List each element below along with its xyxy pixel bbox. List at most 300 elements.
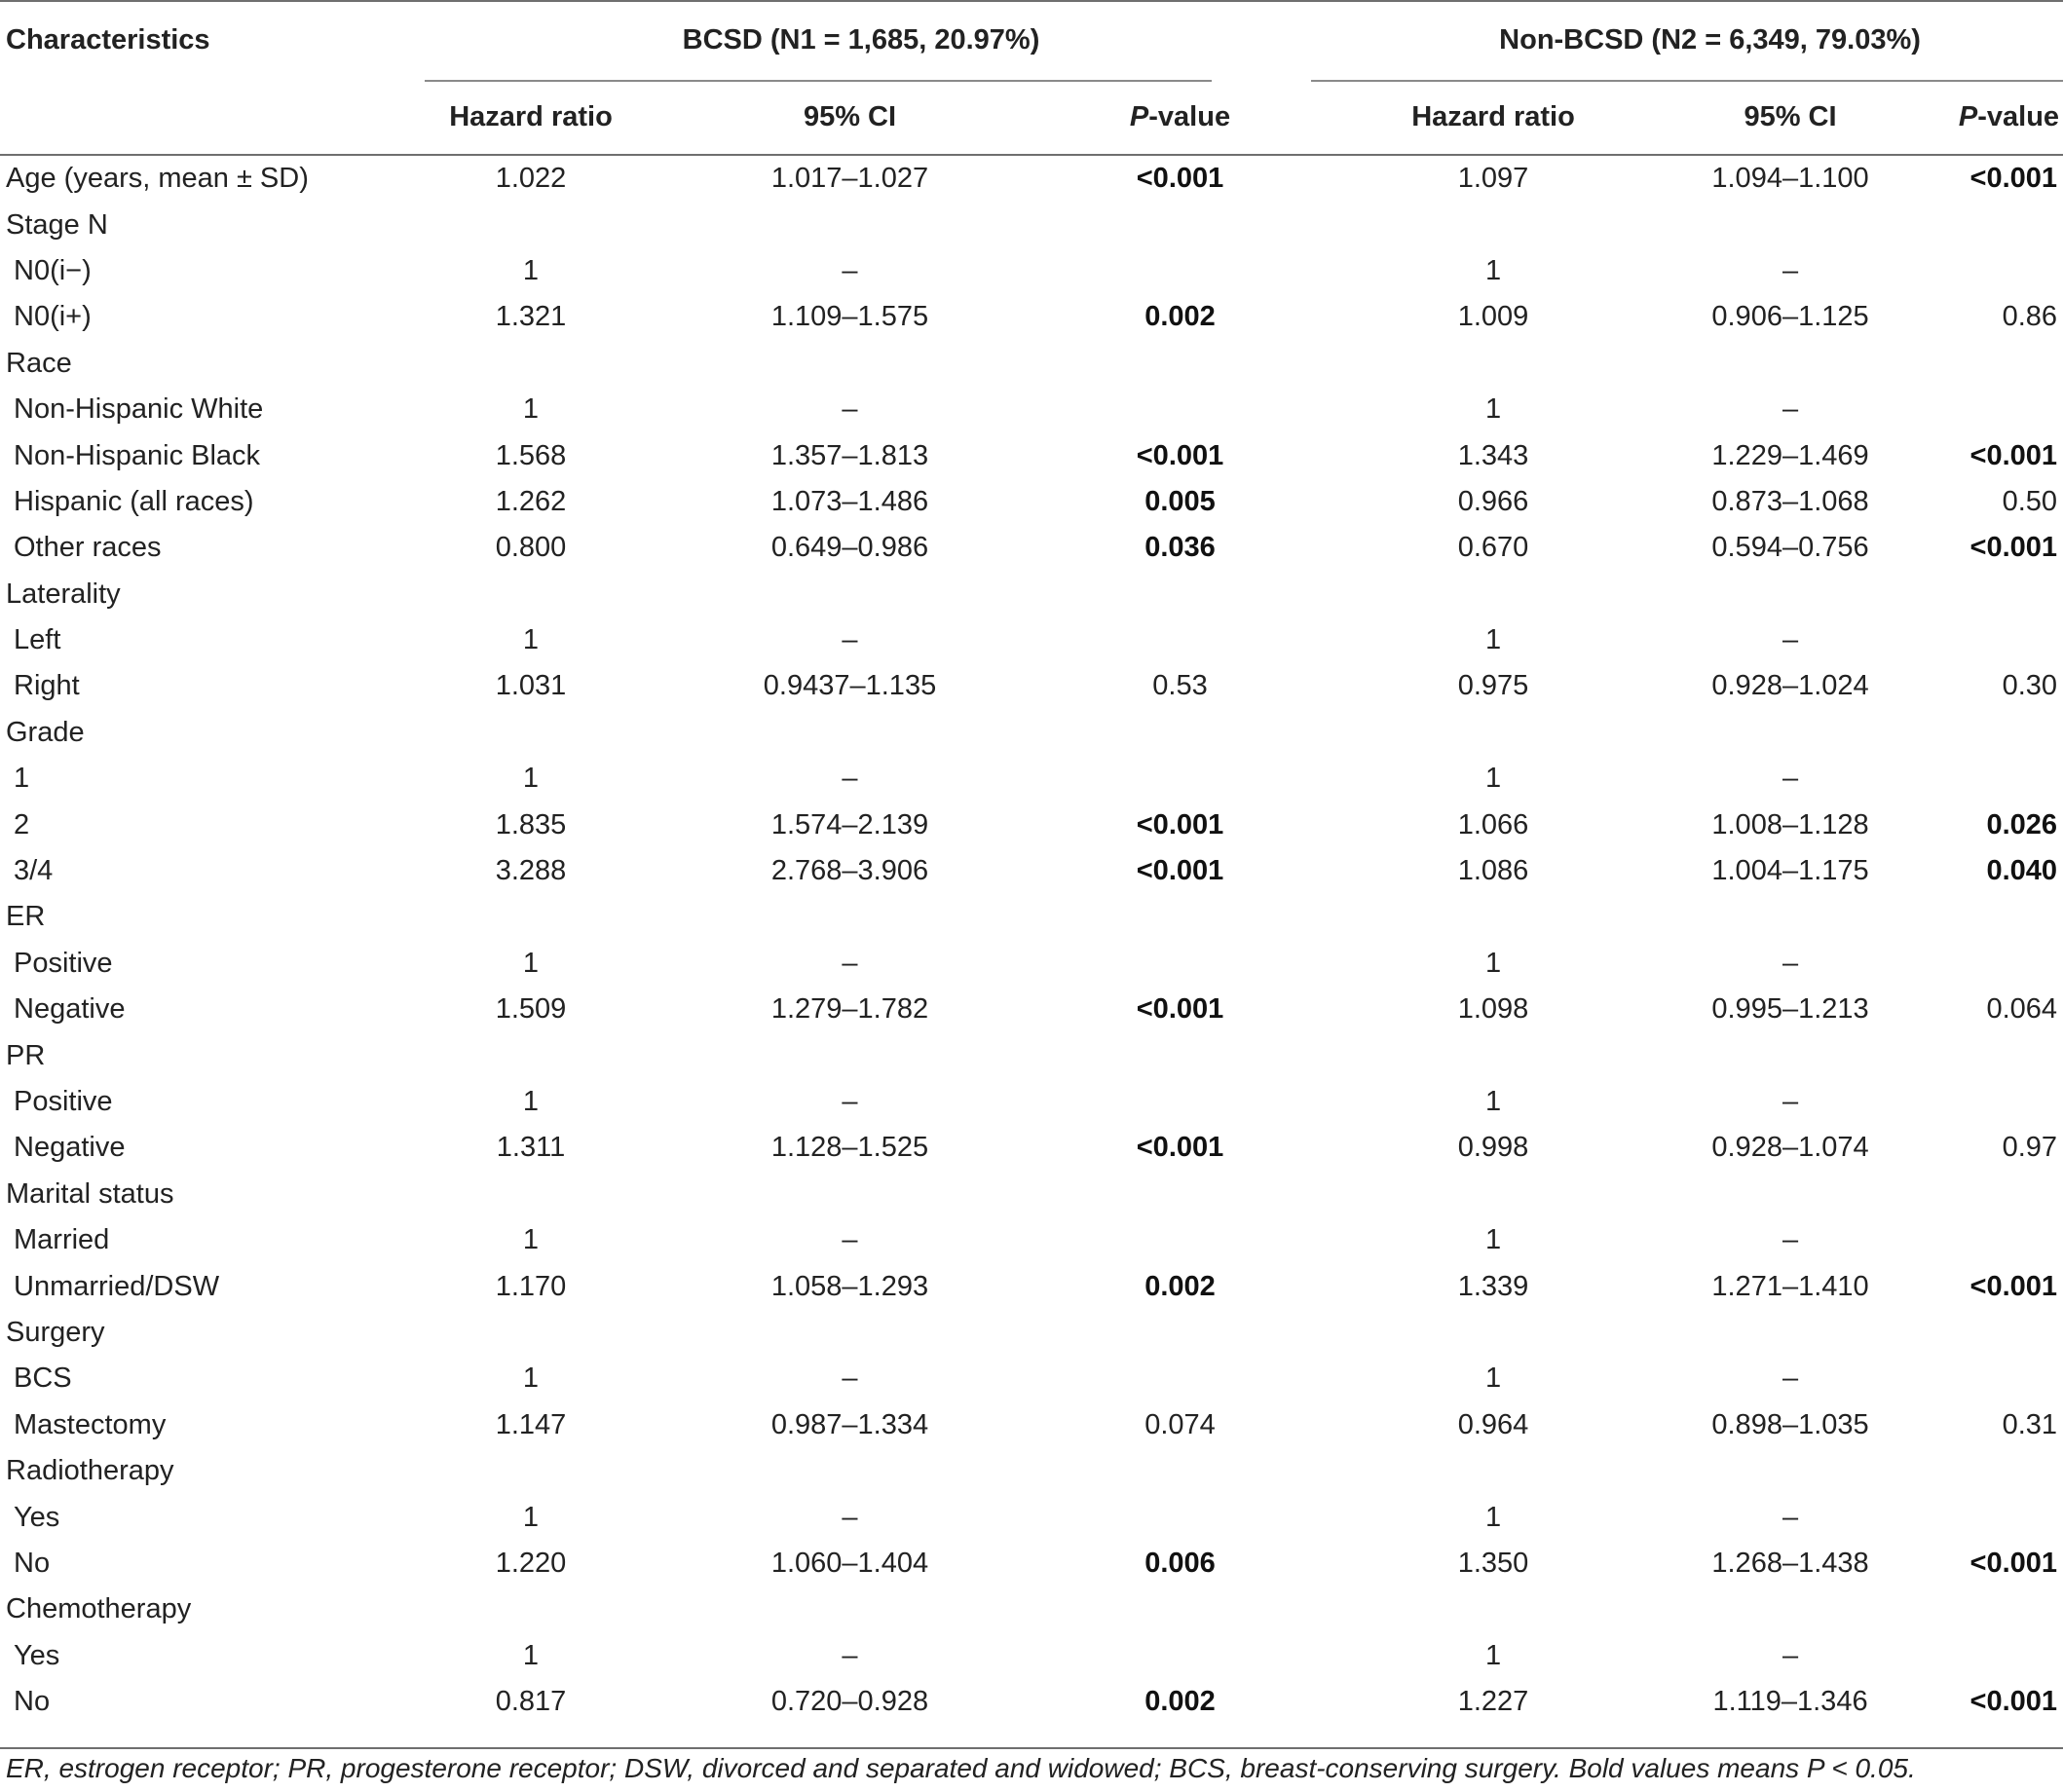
non-bcsd-hazard-ratio-cell: 1 <box>1484 763 1502 795</box>
non-bcsd-group-header: Non-BCSD (N2 = 6,349, 79.03%) <box>1499 24 1921 56</box>
row-label: Non-Hispanic White <box>14 393 264 426</box>
bcsd-p-value-cell <box>1062 1633 1298 1679</box>
non-bcsd-ci-cell <box>1630 341 1951 387</box>
table-row <box>0 479 2063 525</box>
table-row <box>0 1217 2063 1263</box>
non-bcsd-ci-cell: 1.004–1.175 <box>1711 855 1869 887</box>
non-bcsd-p-value-cell: 0.026 <box>1986 808 2058 840</box>
non-bcsd-hazard-ratio-cell: 1 <box>1484 254 1502 286</box>
row-label: Age (years, mean ± SD) <box>6 163 309 195</box>
bcsd-ci-cell: – <box>842 254 858 286</box>
table-row <box>0 1402 2063 1448</box>
bcsd-hazard-ratio-cell: 1.262 <box>495 485 567 517</box>
non-bcsd-ci-cell <box>1630 1587 1951 1632</box>
table-row <box>0 432 2063 478</box>
non-bcsd-hazard-ratio-cell <box>1357 1587 1630 1632</box>
non-bcsd-hazard-ratio-cell: 1.339 <box>1457 1270 1529 1302</box>
bcsd-p-value-cell <box>1062 387 1298 432</box>
bcsd-ci-cell: – <box>842 1086 858 1117</box>
non-bcsd-p-value-cell: 0.31 <box>2002 1408 2058 1440</box>
non-bcsd-hazard-ratio-cell: 1 <box>1484 1501 1502 1533</box>
non-bcsd-ci-cell <box>1630 1032 1951 1078</box>
non-bcsd-p-value-cell: 0.30 <box>2002 670 2058 702</box>
non-bcsd-ci-header: 95% CI <box>1744 101 1837 132</box>
bcsd-ci-cell: – <box>842 393 858 426</box>
row-label: Yes <box>14 1639 60 1671</box>
non-bcsd-p-value-cell: 0.064 <box>1986 993 2058 1026</box>
non-bcsd-ci-cell: – <box>1782 1086 1799 1117</box>
group-spacer <box>1298 1217 1357 1263</box>
table-row <box>0 710 2063 756</box>
group-spacer <box>1298 1310 1357 1356</box>
group-spacer <box>1298 1125 1357 1171</box>
bcsd-p-value-cell: <0.001 <box>1136 1132 1224 1164</box>
bcsd-p-value-cell <box>1062 894 1298 940</box>
bcsd-p-value-cell <box>1062 202 1298 247</box>
group-spacer <box>1298 387 1357 432</box>
bcsd-ci-cell <box>638 894 1062 940</box>
bcsd-p-value-cell: <0.001 <box>1136 163 1224 195</box>
bcsd-p-value-cell <box>1062 1172 1298 1217</box>
bcsd-p-value-cell: 0.002 <box>1144 1686 1216 1718</box>
non-bcsd-hazard-ratio-cell: 1 <box>1484 393 1502 426</box>
table-body <box>0 156 2063 1725</box>
bcsd-ci-cell <box>638 710 1062 756</box>
bcsd-p-value-cell: <0.001 <box>1136 808 1224 840</box>
bcsd-ci-cell: 1.279–1.782 <box>770 993 929 1026</box>
bcsd-p-value-cell <box>1062 1448 1298 1494</box>
characteristics-header: Characteristics <box>6 24 210 56</box>
non-bcsd-p-value-cell: <0.001 <box>1969 439 2058 471</box>
table-row <box>0 341 2063 387</box>
non-bcsd-p-value-cell: 0.86 <box>2002 301 2058 333</box>
non-bcsd-ci-cell <box>1630 894 1951 940</box>
non-bcsd-ci-cell: – <box>1782 624 1799 656</box>
bcsd-ci-cell: 0.720–0.928 <box>770 1686 929 1718</box>
table-row <box>0 663 2063 709</box>
bcsd-p-value-cell <box>1062 710 1298 756</box>
non-bcsd-p-value-cell <box>1951 387 2063 432</box>
group-spacer <box>1298 2 1357 79</box>
bcsd-p-value-cell: 0.074 <box>1144 1408 1216 1440</box>
bcsd-p-value-cell <box>1062 341 1298 387</box>
bcsd-hazard-ratio-cell: 1.321 <box>495 301 567 333</box>
non-bcsd-hazard-ratio-cell: 0.998 <box>1457 1132 1529 1164</box>
row-label: Stage N <box>6 208 108 241</box>
header-row-groups <box>0 2 2063 79</box>
non-bcsd-p-value-cell <box>1951 1310 2063 1356</box>
non-bcsd-p-value-cell <box>1951 894 2063 940</box>
group-spacer <box>1298 1032 1357 1078</box>
row-label: 1 <box>14 763 30 795</box>
table-row <box>0 1263 2063 1309</box>
non-bcsd-p-value-cell: <0.001 <box>1969 1686 2058 1718</box>
table-row <box>0 1032 2063 1078</box>
non-bcsd-hazard-ratio-cell <box>1357 341 1630 387</box>
row-label: Laterality <box>6 578 121 610</box>
table-row <box>0 1125 2063 1171</box>
row-label: Yes <box>14 1501 60 1533</box>
hazard-ratio-table <box>0 2 2063 1725</box>
bcsd-hazard-ratio-cell: 1 <box>522 1501 540 1533</box>
group-spacer <box>1298 848 1357 894</box>
bcsd-hazard-ratio-cell: 1 <box>522 393 540 426</box>
bcsd-hazard-ratio-cell <box>424 202 638 247</box>
group-spacer <box>1298 1172 1357 1217</box>
bcsd-ci-cell <box>638 1310 1062 1356</box>
bcsd-ci-cell <box>638 572 1062 617</box>
non-bcsd-p-value-cell <box>1951 1079 2063 1125</box>
bcsd-hazard-ratio-cell: 1 <box>522 254 540 286</box>
bcsd-p-value-cell <box>1062 1079 1298 1125</box>
bcsd-hazard-ratio-cell <box>424 1310 638 1356</box>
table-row <box>0 202 2063 247</box>
row-label: Chemotherapy <box>6 1593 192 1625</box>
bcsd-hazard-ratio-cell: 1 <box>522 1363 540 1395</box>
non-bcsd-hazard-ratio-cell <box>1357 1448 1630 1494</box>
non-bcsd-ci-cell <box>1630 1172 1951 1217</box>
row-label: N0(i−) <box>14 254 92 286</box>
non-bcsd-p-value-cell <box>1951 202 2063 247</box>
bcsd-p-value-header <box>1062 79 1298 156</box>
row-label: Hispanic (all races) <box>14 485 254 517</box>
table-row <box>0 572 2063 617</box>
row-label: Positive <box>14 947 113 979</box>
bcsd-hazard-ratio-cell: 1 <box>522 1639 540 1671</box>
header-row-columns <box>0 79 2063 156</box>
non-bcsd-hazard-ratio-cell <box>1357 1032 1630 1078</box>
group-spacer <box>1298 202 1357 247</box>
non-bcsd-p-value-cell <box>1951 1032 2063 1078</box>
group-spacer <box>1298 572 1357 617</box>
table-row <box>0 387 2063 432</box>
non-bcsd-p-value-cell <box>1951 572 2063 617</box>
bcsd-hazard-ratio-cell: 1 <box>522 1224 540 1256</box>
row-label: Marital status <box>6 1177 174 1210</box>
non-bcsd-ci-cell: – <box>1782 947 1799 979</box>
row-label: Non-Hispanic Black <box>14 439 261 471</box>
non-bcsd-hazard-ratio-cell <box>1357 1172 1630 1217</box>
non-bcsd-p-value-cell <box>1951 1356 2063 1401</box>
bcsd-ci-cell: 1.060–1.404 <box>770 1547 929 1579</box>
row-label: Married <box>14 1224 110 1256</box>
bcsd-ci-cell: – <box>842 947 858 979</box>
bcsd-hazard-ratio-cell: 0.817 <box>495 1686 567 1718</box>
characteristics-subheader-blank <box>0 79 424 156</box>
bcsd-ci-cell: – <box>842 1639 858 1671</box>
bcsd-hazard-ratio-cell: 1.509 <box>495 993 567 1026</box>
non-bcsd-hazard-ratio-cell: 1 <box>1484 947 1502 979</box>
non-bcsd-group-rule <box>1311 80 2063 82</box>
group-spacer <box>1298 941 1357 987</box>
row-label: Grade <box>6 716 85 748</box>
non-bcsd-p-value-cell: 0.040 <box>1986 855 2058 887</box>
non-bcsd-hazard-ratio-cell: 1 <box>1484 1639 1502 1671</box>
bcsd-hazard-ratio-cell: 1 <box>522 763 540 795</box>
group-spacer <box>1298 1263 1357 1309</box>
non-bcsd-hazard-ratio-cell: 0.966 <box>1457 485 1529 517</box>
bcsd-hazard-ratio-cell: 1.835 <box>495 808 567 840</box>
non-bcsd-p-value-cell <box>1951 1448 2063 1494</box>
bcsd-hazard-ratio-header: Hazard ratio <box>449 101 613 132</box>
non-bcsd-hazard-ratio-header: Hazard ratio <box>1411 101 1575 132</box>
row-label: Unmarried/DSW <box>14 1270 220 1302</box>
bcsd-group-header: BCSD (N1 = 1,685, 20.97%) <box>682 24 1040 56</box>
row-label: No <box>14 1547 51 1579</box>
p-italic-letter: P <box>1958 101 1978 132</box>
table-bottom-rule <box>0 1747 2063 1749</box>
bcsd-ci-cell <box>638 1587 1062 1632</box>
bcsd-ci-cell: 0.9437–1.135 <box>763 670 937 702</box>
row-label: Negative <box>14 993 126 1026</box>
bcsd-hazard-ratio-cell: 1 <box>522 947 540 979</box>
bcsd-p-value-cell <box>1062 1217 1298 1263</box>
bcsd-hazard-ratio-cell: 1.031 <box>495 670 567 702</box>
table-row <box>0 1356 2063 1401</box>
non-bcsd-p-value-header <box>1951 79 2063 156</box>
non-bcsd-ci-cell: – <box>1782 1363 1799 1395</box>
row-label: Right <box>14 670 80 702</box>
non-bcsd-hazard-ratio-cell: 1.086 <box>1457 855 1529 887</box>
non-bcsd-p-value-cell <box>1951 1494 2063 1540</box>
bcsd-hazard-ratio-cell <box>424 1172 638 1217</box>
group-spacer <box>1298 617 1357 663</box>
non-bcsd-ci-cell: 1.008–1.128 <box>1711 808 1869 840</box>
non-bcsd-hazard-ratio-cell: 1.009 <box>1457 301 1529 333</box>
non-bcsd-hazard-ratio-cell: 1 <box>1484 624 1502 656</box>
row-label: PR <box>6 1039 46 1071</box>
non-bcsd-ci-cell: 1.094–1.100 <box>1711 163 1869 195</box>
non-bcsd-p-value-cell <box>1951 248 2063 294</box>
non-bcsd-ci-cell: 1.229–1.469 <box>1711 439 1869 471</box>
bcsd-hazard-ratio-cell: 1.170 <box>495 1270 567 1302</box>
non-bcsd-hazard-ratio-cell: 1.098 <box>1457 993 1529 1026</box>
group-spacer <box>1298 341 1357 387</box>
table-row <box>0 1494 2063 1540</box>
group-spacer <box>1298 479 1357 525</box>
table-row <box>0 848 2063 894</box>
group-spacer <box>1298 525 1357 571</box>
table-row <box>0 525 2063 571</box>
bcsd-hazard-ratio-cell <box>424 341 638 387</box>
bcsd-p-value-cell <box>1062 248 1298 294</box>
table-row <box>0 1448 2063 1494</box>
table-row <box>0 1172 2063 1217</box>
bcsd-group-rule <box>425 80 1212 82</box>
table-row <box>0 1633 2063 1679</box>
non-bcsd-p-value-cell <box>1951 710 2063 756</box>
p-italic-letter: P <box>1129 101 1149 132</box>
bcsd-hazard-ratio-cell: 0.800 <box>495 532 567 564</box>
group-spacer <box>1298 294 1357 340</box>
bcsd-p-value-cell: 0.53 <box>1152 670 1208 702</box>
table-row <box>0 248 2063 294</box>
non-bcsd-p-value-cell: <0.001 <box>1969 532 2058 564</box>
bcsd-p-value-cell: <0.001 <box>1136 993 1224 1026</box>
group-spacer <box>1298 79 1357 156</box>
non-bcsd-p-value-cell <box>1951 341 2063 387</box>
group-spacer <box>1298 802 1357 847</box>
bcsd-p-value-cell <box>1062 1494 1298 1540</box>
non-bcsd-p-value-cell <box>1951 756 2063 802</box>
bcsd-ci-cell: 1.058–1.293 <box>770 1270 929 1302</box>
non-bcsd-hazard-ratio-cell <box>1357 894 1630 940</box>
non-bcsd-hazard-ratio-cell: 1.066 <box>1457 808 1529 840</box>
row-label: 2 <box>14 808 30 840</box>
p-value-suffix: -value <box>1977 101 2060 132</box>
non-bcsd-ci-cell: – <box>1782 254 1799 286</box>
non-bcsd-ci-cell: 0.906–1.125 <box>1711 301 1869 333</box>
non-bcsd-ci-cell: – <box>1782 1224 1799 1256</box>
group-spacer <box>1298 248 1357 294</box>
bcsd-ci-cell <box>638 341 1062 387</box>
bcsd-hazard-ratio-cell: 1.311 <box>496 1132 566 1164</box>
bcsd-ci-cell <box>638 1448 1062 1494</box>
bcsd-p-value-cell: 0.006 <box>1144 1547 1216 1579</box>
bcsd-p-value-cell: 0.036 <box>1144 532 1216 564</box>
non-bcsd-p-value-cell <box>1951 1587 2063 1632</box>
bcsd-ci-cell: – <box>842 1363 858 1395</box>
bcsd-hazard-ratio-cell <box>424 1032 638 1078</box>
group-spacer <box>1298 663 1357 709</box>
bcsd-hazard-ratio-cell: 1.022 <box>495 163 567 195</box>
bcsd-ci-cell: – <box>842 1224 858 1256</box>
bcsd-p-value-cell: 0.005 <box>1144 485 1216 517</box>
bcsd-ci-cell <box>638 1172 1062 1217</box>
non-bcsd-hazard-ratio-cell: 0.975 <box>1457 670 1529 702</box>
group-spacer <box>1298 1448 1357 1494</box>
table-row <box>0 894 2063 940</box>
non-bcsd-hazard-ratio-cell: 1 <box>1484 1224 1502 1256</box>
non-bcsd-hazard-ratio-cell <box>1357 202 1630 247</box>
non-bcsd-ci-cell <box>1630 572 1951 617</box>
row-label: Radiotherapy <box>6 1455 174 1487</box>
bcsd-hazard-ratio-cell <box>424 894 638 940</box>
non-bcsd-ci-cell: 0.928–1.074 <box>1711 1132 1869 1164</box>
non-bcsd-p-value-cell <box>1951 1217 2063 1263</box>
bcsd-ci-cell <box>638 1032 1062 1078</box>
row-label: Other races <box>14 532 162 564</box>
bcsd-p-value-cell <box>1062 756 1298 802</box>
non-bcsd-hazard-ratio-cell <box>1357 572 1630 617</box>
non-bcsd-ci-cell <box>1630 1310 1951 1356</box>
bcsd-p-value-cell <box>1062 1310 1298 1356</box>
bcsd-ci-cell: 1.357–1.813 <box>770 439 929 471</box>
group-spacer <box>1298 1679 1357 1725</box>
bcsd-ci-cell: 1.109–1.575 <box>770 301 929 333</box>
bcsd-hazard-ratio-cell <box>424 1587 638 1632</box>
bcsd-p-value-cell <box>1062 941 1298 987</box>
table-row <box>0 756 2063 802</box>
table-row <box>0 1541 2063 1587</box>
bcsd-hazard-ratio-cell: 1.147 <box>495 1408 567 1440</box>
table-row <box>0 617 2063 663</box>
non-bcsd-ci-cell: 0.873–1.068 <box>1711 485 1869 517</box>
non-bcsd-p-value-cell: <0.001 <box>1969 1547 2058 1579</box>
non-bcsd-p-value-cell: 0.50 <box>2002 485 2058 517</box>
non-bcsd-p-value-cell <box>1951 941 2063 987</box>
non-bcsd-ci-cell: – <box>1782 393 1799 426</box>
row-label: No <box>14 1686 51 1718</box>
bcsd-ci-cell: – <box>842 624 858 656</box>
group-spacer <box>1298 1356 1357 1401</box>
non-bcsd-ci-cell: 1.271–1.410 <box>1711 1270 1869 1302</box>
bcsd-p-value-cell: 0.002 <box>1144 301 1216 333</box>
non-bcsd-hazard-ratio-cell: 1 <box>1484 1363 1502 1395</box>
non-bcsd-ci-cell: 1.268–1.438 <box>1711 1547 1869 1579</box>
table-footnote: ER, estrogen receptor; PR, progesterone receptor; DSW, divorced and separated and widowed; BCS, breast-conserving surgery. Bold values means P < 0.05. <box>6 1753 1916 1783</box>
header-bottom-rule <box>0 154 2063 156</box>
group-spacer <box>1298 156 1357 202</box>
bcsd-hazard-ratio-cell <box>424 710 638 756</box>
non-bcsd-ci-cell: – <box>1782 1501 1799 1533</box>
bcsd-p-value-cell <box>1062 617 1298 663</box>
bcsd-p-value-cell: <0.001 <box>1136 855 1224 887</box>
group-spacer <box>1298 1633 1357 1679</box>
bcsd-p-value-cell <box>1062 1587 1298 1632</box>
non-bcsd-hazard-ratio-cell: 1 <box>1484 1086 1502 1117</box>
row-label: Negative <box>14 1132 126 1164</box>
non-bcsd-hazard-ratio-cell: 1.097 <box>1457 163 1529 195</box>
bcsd-ci-cell: 0.649–0.986 <box>770 532 929 564</box>
non-bcsd-ci-cell: 0.995–1.213 <box>1711 993 1869 1026</box>
row-label: N0(i+) <box>14 301 92 333</box>
non-bcsd-hazard-ratio-cell: 1.227 <box>1457 1686 1529 1718</box>
bcsd-hazard-ratio-cell: 3.288 <box>495 855 567 887</box>
table-row <box>0 802 2063 847</box>
bcsd-hazard-ratio-cell: 1.220 <box>495 1547 567 1579</box>
group-spacer <box>1298 1494 1357 1540</box>
table-row <box>0 1679 2063 1725</box>
non-bcsd-p-value-cell <box>1951 617 2063 663</box>
non-bcsd-ci-cell: – <box>1782 1639 1799 1671</box>
bcsd-p-value-cell <box>1062 572 1298 617</box>
non-bcsd-hazard-ratio-cell: 0.964 <box>1457 1408 1529 1440</box>
group-spacer <box>1298 894 1357 940</box>
row-label: Left <box>14 624 61 656</box>
group-spacer <box>1298 710 1357 756</box>
bcsd-p-value-cell: <0.001 <box>1136 439 1224 471</box>
non-bcsd-p-value-cell <box>1951 1172 2063 1217</box>
row-label: 3/4 <box>14 855 54 887</box>
non-bcsd-hazard-ratio-cell <box>1357 1310 1630 1356</box>
group-spacer <box>1298 1587 1357 1632</box>
table-row <box>0 1587 2063 1632</box>
bcsd-hazard-ratio-cell <box>424 572 638 617</box>
table-row <box>0 987 2063 1032</box>
bcsd-hazard-ratio-cell: 1.568 <box>495 439 567 471</box>
row-label: Race <box>6 347 72 379</box>
p-value-suffix: -value <box>1148 101 1231 132</box>
bcsd-ci-cell: – <box>842 1501 858 1533</box>
bcsd-ci-cell: 2.768–3.906 <box>770 855 929 887</box>
bcsd-ci-cell: 0.987–1.334 <box>770 1408 929 1440</box>
group-spacer <box>1298 432 1357 478</box>
non-bcsd-hazard-ratio-cell: 1.343 <box>1457 439 1529 471</box>
bcsd-ci-cell: – <box>842 763 858 795</box>
non-bcsd-p-value-cell: <0.001 <box>1969 163 2058 195</box>
row-label: BCS <box>14 1363 72 1395</box>
bcsd-ci-cell: 1.128–1.525 <box>770 1132 929 1164</box>
bcsd-hazard-ratio-cell: 1 <box>522 1086 540 1117</box>
non-bcsd-ci-cell: 0.928–1.024 <box>1711 670 1869 702</box>
row-label: Surgery <box>6 1316 105 1348</box>
group-spacer <box>1298 987 1357 1032</box>
bcsd-ci-cell <box>638 202 1062 247</box>
row-label: Positive <box>14 1086 113 1117</box>
bcsd-hazard-ratio-cell: 1 <box>522 624 540 656</box>
bcsd-ci-cell: 1.574–2.139 <box>770 808 929 840</box>
